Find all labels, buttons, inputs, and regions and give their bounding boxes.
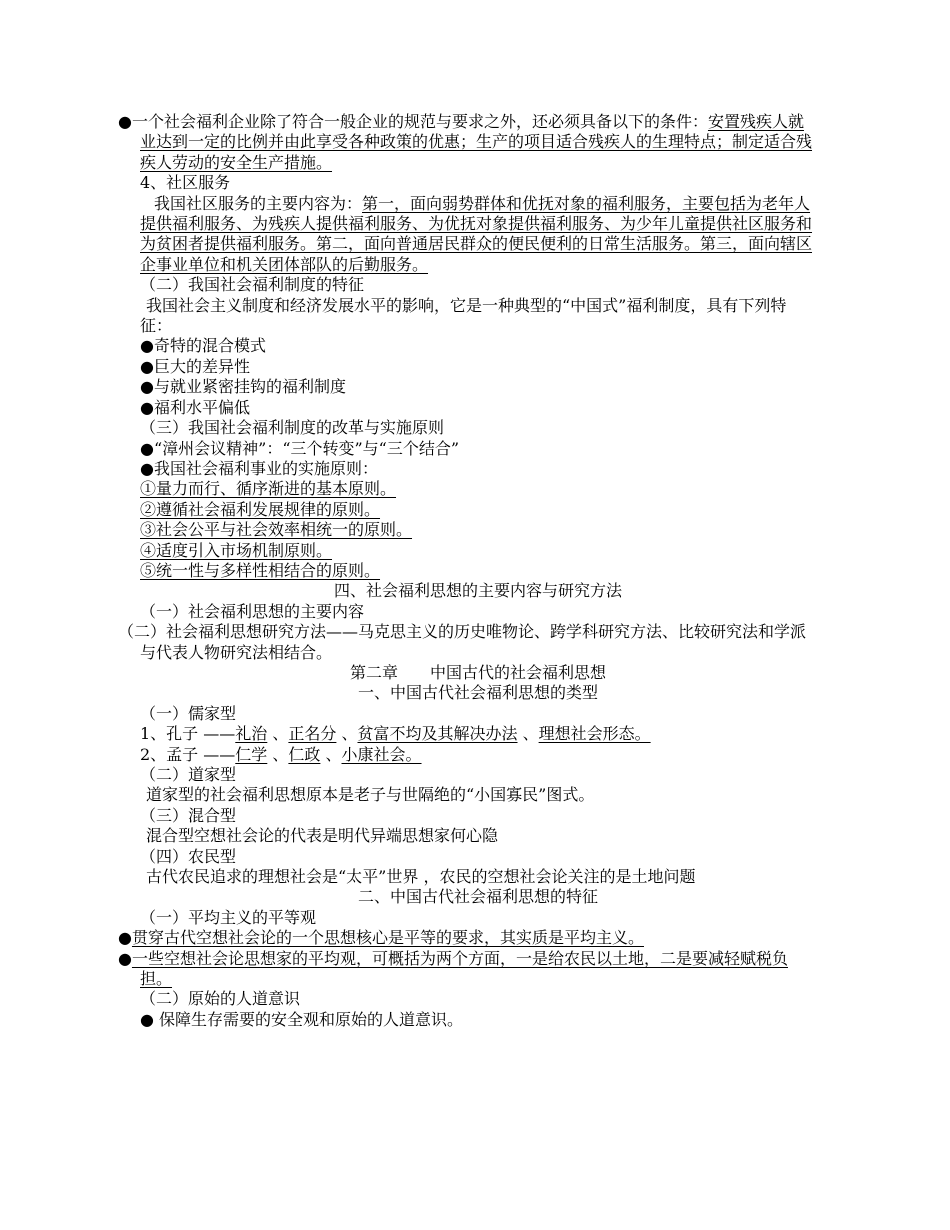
principle-item: ③社会公平与社会效率相统一的原则。 (140, 520, 413, 540)
bullet-item: ●贯穿古代空想社会论的一个思想核心是平等的要求，其实质是平均主义。 (118, 928, 644, 948)
section-title: 二、中国古代社会福利思想的特征 (357, 887, 598, 907)
heading-community-service: 4、社区服务 (140, 173, 231, 193)
heading-confucian: （一）儒家型 (140, 703, 237, 723)
heading-features: （二）我国社会福利制度的特征 (140, 275, 365, 295)
chapter-title: 第二章 中国古代的社会福利思想 (349, 662, 606, 682)
para-taoist: 道家型的社会福利思想原本是老子与世隔绝的“小国寡民”图式。 (146, 785, 595, 805)
heading-humanitarian: （二）原始的人道意识 (140, 989, 301, 1009)
item-confucius: 1、孔子 ——礼治 、正名分 、贫富不均及其解决办法 、理想社会形态。 (140, 724, 651, 744)
bullet-item: ●福利水平偏低 (140, 397, 250, 417)
heading-reform: （三）我国社会福利制度的改革与实施原则 (140, 418, 445, 438)
heading-peasant: （四）农民型 (140, 846, 237, 866)
heading-mixed: （三）混合型 (140, 805, 237, 825)
bullet-item: ●“漳州会议精神”：“三个转变”与“三个结合” (140, 438, 460, 458)
item-mencius: 2、孟子 ——仁学 、仁政 、小康社会。 (140, 744, 422, 764)
principle-item: ①量力而行、循序渐进的基本原则。 (140, 479, 397, 499)
section-title: 一、中国古代社会福利思想的类型 (357, 683, 598, 703)
para-methods: （二）社会福利思想研究方法——马克思主义的历史唯物论、跨学科研究方法、比较研究法和学派与代表人物研究法相结合。 (118, 622, 807, 662)
para-peasant: 古代农民追求的理想社会是“太平”世界 ，农民的空想社会论关注的是土地问题 (146, 867, 696, 887)
principle-item: ④适度引入市场机制原则。 (140, 540, 333, 560)
bullet-item: ● 保障生存需要的安全观和原始的人道意识。 (140, 1009, 464, 1029)
heading-taoist: （二）道家型 (140, 765, 237, 784)
para-mixed: 混合型空想社会论的代表是明代异端思想家何心隐 (146, 826, 499, 846)
section-title: 四、社会福利思想的主要内容与研究方法 (333, 581, 622, 601)
bullet-item: ●奇特的混合模式 (140, 336, 266, 356)
heading-equality: （一）平均主义的平等观 (140, 907, 317, 927)
heading-content: （一）社会福利思想的主要内容 (140, 601, 365, 621)
para-welfare-enterprise: ●一个社会福利企业除了符合一般企业的规范与要求之外，还必须具备以下的条件：安置残疾人就业达到一定的比例并由此享受各种政策的优惠；生产的项目适合残疾人的生理特点；制定适合残疾人劳动的安全生产措施。 (118, 112, 813, 172)
document-page (118, 112, 816, 1030)
bullet-item: ●我国社会福利事业的实施原则： (140, 458, 378, 478)
para-features: 我国社会主义制度和经济发展水平的影响，它是一种典型的“中国式”福利制度，具有下列特征： (140, 295, 787, 336)
bullet-item: ●巨大的差异性 (140, 356, 250, 376)
principle-item: ⑤统一性与多样性相结合的原则。 (140, 560, 381, 580)
para-community-service: 我国社区服务的主要内容为：第一，面向弱势群体和优抚对象的福利服务，主要包括为老年人提供福利服务、为残疾人提供福利服务、为优抚对象提供福利服务、为少年儿童提供社区服务和为贫困者提供福利服务。第二，面向普通居民群众的便民便利的日常生活服务。第三，面向辖区企事业单位和机关团体部队的后勤服务。 (140, 193, 813, 274)
bullet-item: ●与就业紧密挂钩的福利制度 (140, 377, 346, 397)
principle-item: ②遵循社会福利发展规律的原则。 (140, 499, 381, 519)
bullet-item: ●一些空想社会论思想家的平均观，可概括为两个方面，一是给农民以土地，二是要减轻赋税负担。 (118, 948, 788, 989)
